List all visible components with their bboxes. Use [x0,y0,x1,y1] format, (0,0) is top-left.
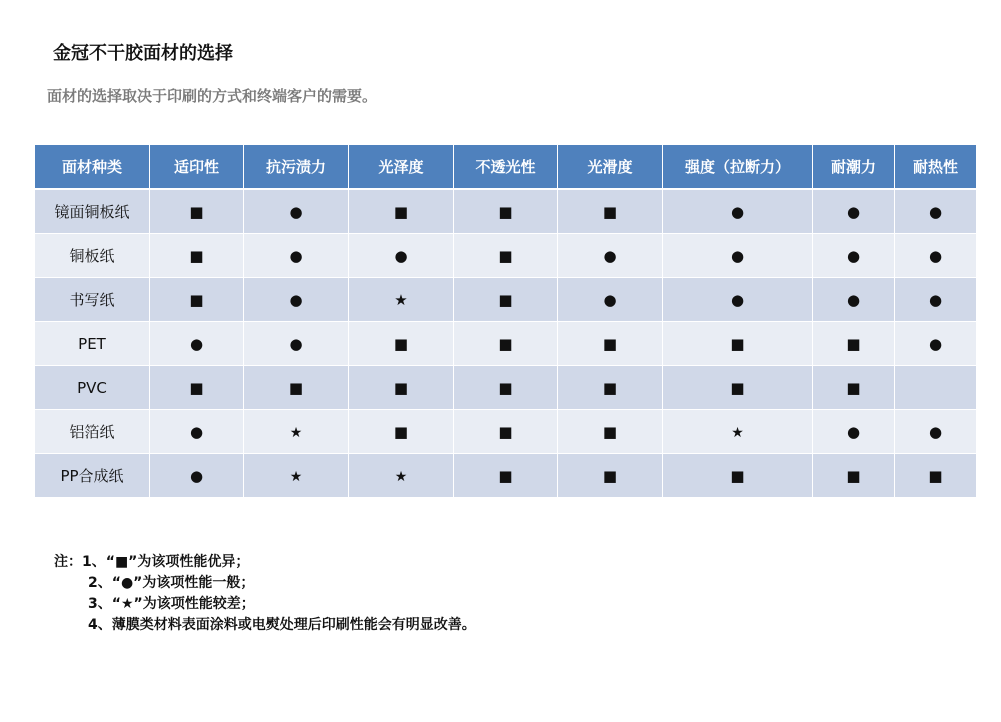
column-header: 适印性 [150,145,244,190]
row-label: PVC [35,366,150,410]
rating-symbol: ● [289,202,303,221]
rating-symbol: ■ [189,246,204,265]
column-header: 抗污渍力 [244,145,349,190]
rating-symbol: ★ [731,424,744,441]
rating-symbol: ● [394,246,408,265]
rating-symbol: ★ [289,424,303,441]
rating-symbol: ■ [846,466,861,485]
rating-symbol: ● [730,290,745,309]
note-line: 3、“★”为该项性能较差； [88,596,255,612]
rating-symbol: ★ [394,468,408,485]
rating-symbol: ■ [602,334,618,353]
table-row [35,234,976,278]
row-label: 铝箔纸 [35,410,150,454]
note-line: 注：1、“■”为该项性能优异； [54,554,250,570]
rating-symbol: ★ [394,290,408,309]
rating-symbol: ■ [498,246,513,265]
rating-symbol: ■ [498,290,513,309]
rating-symbol: ★ [289,468,303,485]
table-row [35,322,976,366]
rating-symbol: ■ [730,378,745,397]
table-row [35,410,976,454]
column-header: 光泽度 [349,145,454,190]
note-line: 4、薄膜类材料表面涂料或电熨处理后印刷性能会有明显改善。 [88,617,476,633]
row-label: 镜面铜板纸 [35,190,150,234]
rating-symbol: ■ [189,202,204,221]
column-header: 耐热性 [895,145,976,190]
rating-symbol: ● [730,246,745,265]
rating-symbol: ■ [393,202,409,221]
rating-symbol: ■ [602,378,618,397]
rating-symbol: ● [846,202,861,221]
rating-symbol: ■ [498,334,513,353]
column-header: 不透光性 [454,145,558,190]
rating-symbol: ■ [393,378,409,397]
rating-symbol: ■ [189,378,204,397]
rating-symbol: ■ [846,378,861,397]
material-comparison-table [35,145,976,498]
rating-symbol: ● [928,422,943,441]
rating-symbol: ■ [498,466,513,485]
rating-symbol: ● [189,334,204,353]
row-label: 书写纸 [35,278,150,322]
rating-symbol: ● [603,246,617,265]
column-header: 光滑度 [558,145,663,190]
rating-symbol: ● [189,422,204,441]
rating-symbol: ● [603,290,617,309]
table-header-row [35,145,976,190]
rating-symbol: ■ [498,422,513,441]
rating-symbol: ● [928,290,943,309]
rating-symbol: ● [289,246,303,265]
rating-symbol: ● [846,422,861,441]
row-label: 铜板纸 [35,234,150,278]
rating-symbol: ● [289,290,303,309]
rating-symbol: ■ [602,422,618,441]
rating-symbol: ● [730,202,745,221]
column-header: 面材种类 [35,145,150,190]
rating-symbol: ■ [602,202,618,221]
column-header: 耐潮力 [813,145,895,190]
note-line: 2、“●”为该项性能一般； [88,575,255,591]
rating-symbol: ■ [602,466,618,485]
legend-notes [54,552,476,636]
table-row [35,278,976,322]
rating-symbol: ■ [498,378,513,397]
rating-symbol: ● [928,202,943,221]
rating-symbol: ● [846,290,861,309]
rating-symbol: ● [928,334,943,353]
rating-symbol: ■ [928,466,943,485]
table-row [35,190,976,234]
rating-symbol: ● [928,246,943,265]
page-subtitle: 面材的选择取决于印刷的方式和终端客户的需要。 [47,87,378,105]
rating-symbol: ■ [730,466,745,485]
table-row [35,454,976,498]
rating-symbol: ■ [498,202,513,221]
row-label: PP合成纸 [35,454,150,498]
rating-symbol: ● [289,334,303,353]
rating-symbol: ■ [393,422,409,441]
rating-symbol: ● [846,246,861,265]
rating-symbol: ■ [288,378,304,397]
rating-symbol: ● [189,466,204,485]
rating-symbol: ■ [730,334,745,353]
rating-symbol: ■ [846,334,861,353]
table-row [35,366,976,410]
row-label: PET [35,322,150,366]
rating-symbol: ■ [189,290,204,309]
rating-symbol: ■ [393,334,409,353]
page-title: 金冠不干胶面材的选择 [53,43,233,64]
column-header: 强度（拉断力） [663,145,813,190]
